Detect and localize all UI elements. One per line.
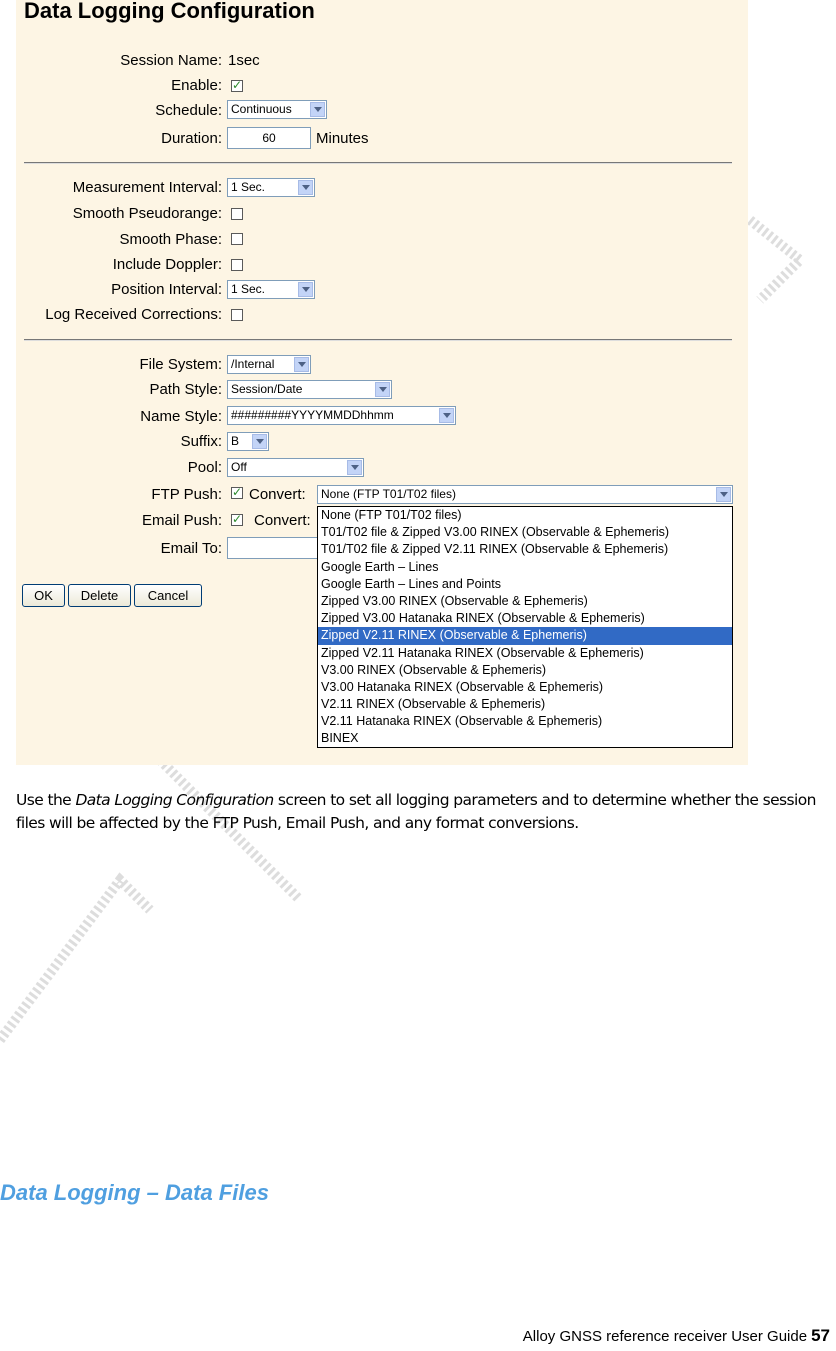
convert-option[interactable]: T01/T02 file & Zipped V2.11 RINEX (Observable & Ephemeris) bbox=[321, 542, 669, 557]
chevron-down-icon bbox=[347, 460, 362, 475]
chevron-down-icon bbox=[439, 408, 454, 423]
enable-label: Enable: bbox=[171, 77, 222, 94]
email-convert-label: Convert: bbox=[254, 512, 311, 529]
session-name-label: Session Name: bbox=[120, 52, 222, 69]
include-doppler-label: Include Doppler: bbox=[112, 256, 222, 273]
chevron-down-icon bbox=[294, 357, 309, 372]
duration-label: Duration: bbox=[161, 130, 222, 147]
convert-options-list[interactable] bbox=[317, 506, 733, 748]
email-push-label: Email Push: bbox=[141, 512, 222, 529]
name-style-select[interactable] bbox=[227, 406, 456, 425]
schedule-select[interactable] bbox=[227, 100, 327, 119]
chevron-down-icon bbox=[298, 180, 313, 195]
file-system-select[interactable] bbox=[227, 355, 311, 374]
ftp-convert-value: None (FTP T01/T02 files) bbox=[321, 487, 456, 501]
email-to-label: Email To: bbox=[160, 540, 222, 557]
footer-title: Alloy GNSS reference receiver User Guide bbox=[522, 1328, 808, 1345]
position-interval-select[interactable] bbox=[227, 280, 315, 299]
measurement-interval-select[interactable] bbox=[227, 178, 315, 197]
suffix-value: B bbox=[231, 434, 240, 448]
ftp-push-label: FTP Push: bbox=[151, 486, 222, 503]
measurement-interval-label: Measurement Interval: bbox=[72, 179, 222, 196]
email-to-input[interactable] bbox=[227, 537, 319, 559]
chevron-down-icon bbox=[252, 434, 267, 449]
page-number: 57 bbox=[811, 1326, 830, 1345]
smooth-phase-checkbox[interactable] bbox=[231, 233, 243, 245]
chevron-down-icon bbox=[716, 487, 731, 502]
convert-option[interactable]: Google Earth – Lines and Points bbox=[321, 576, 501, 591]
path-style-value: Session/Date bbox=[231, 382, 303, 396]
measurement-interval-value: 1 Sec. bbox=[231, 180, 266, 194]
section-heading: Data Logging – Data Files bbox=[0, 1180, 269, 1205]
schedule-label: Schedule: bbox=[155, 102, 222, 119]
email-push-checkbox[interactable] bbox=[231, 514, 243, 526]
caption-text-end: screen to set all logging parameters and to determine whether the session files will be affected by the FTP Push, Email Push, and any format conversions. bbox=[16, 791, 816, 832]
convert-option[interactable]: Zipped V2.11 RINEX (Observable & Ephemeris) bbox=[318, 627, 732, 644]
divider bbox=[24, 339, 732, 341]
chevron-down-icon bbox=[375, 382, 390, 397]
pool-label: Pool: bbox=[187, 459, 222, 476]
smooth-pseudorange-checkbox[interactable] bbox=[231, 208, 243, 220]
ftp-convert-label: Convert: bbox=[249, 486, 306, 503]
log-received-corrections-checkbox[interactable] bbox=[231, 309, 243, 321]
enable-checkbox[interactable] bbox=[231, 80, 243, 92]
divider bbox=[24, 162, 732, 164]
file-system-value: /Internal bbox=[231, 357, 275, 371]
convert-option[interactable]: V2.11 RINEX (Observable & Ephemeris) bbox=[321, 697, 546, 712]
chevron-down-icon bbox=[298, 282, 313, 297]
ok-button[interactable]: OK bbox=[22, 584, 65, 607]
caption-emphasis: Data Logging Configuration bbox=[75, 791, 274, 809]
convert-option[interactable]: T01/T02 file & Zipped V3.00 RINEX (Observable & Ephemeris) bbox=[321, 525, 670, 540]
convert-option[interactable]: V3.00 RINEX (Observable & Ephemeris) bbox=[321, 662, 547, 677]
suffix-select[interactable] bbox=[227, 432, 269, 451]
convert-option[interactable]: V2.11 Hatanaka RINEX (Observable & Ephemeris) bbox=[321, 714, 603, 729]
duration-unit: Minutes bbox=[316, 130, 369, 147]
convert-option[interactable]: BINEX bbox=[321, 731, 359, 746]
screen-title: Data Logging Configuration bbox=[24, 0, 315, 23]
page-footer bbox=[523, 1326, 830, 1346]
position-interval-value: 1 Sec. bbox=[231, 282, 266, 296]
name-style-label: Name Style: bbox=[140, 408, 222, 425]
ftp-push-checkbox[interactable] bbox=[231, 487, 243, 499]
convert-option[interactable]: Zipped V3.00 Hatanaka RINEX (Observable & Ephemeris) bbox=[321, 611, 645, 626]
delete-button[interactable]: Delete bbox=[68, 584, 131, 607]
smooth-phase-label: Smooth Phase: bbox=[119, 231, 222, 248]
session-name-value: 1sec bbox=[228, 52, 260, 69]
pool-value: Off bbox=[231, 460, 247, 474]
path-style-select[interactable] bbox=[227, 380, 392, 399]
pool-select[interactable] bbox=[227, 458, 364, 477]
smooth-pseudorange-label: Smooth Pseudorange: bbox=[72, 205, 222, 222]
log-received-corrections-label: Log Received Corrections: bbox=[45, 306, 222, 323]
include-doppler-checkbox[interactable] bbox=[231, 259, 243, 271]
chevron-down-icon bbox=[310, 102, 325, 117]
file-system-label: File System: bbox=[139, 356, 222, 373]
path-style-label: Path Style: bbox=[149, 381, 222, 398]
suffix-label: Suffix: bbox=[180, 433, 222, 450]
ftp-convert-select[interactable] bbox=[317, 485, 733, 504]
convert-option[interactable]: V3.00 Hatanaka RINEX (Observable & Ephemeris) bbox=[321, 679, 604, 694]
cancel-button[interactable]: Cancel bbox=[134, 584, 202, 607]
caption-paragraph bbox=[16, 789, 831, 835]
convert-option[interactable]: Google Earth – Lines bbox=[321, 559, 439, 574]
schedule-value: Continuous bbox=[231, 102, 292, 116]
position-interval-label: Position Interval: bbox=[111, 281, 222, 298]
convert-option[interactable]: None (FTP T01/T02 files) bbox=[321, 508, 462, 522]
data-logging-configuration-screen bbox=[16, 0, 748, 765]
caption-text-start: Use the bbox=[16, 791, 76, 809]
convert-option[interactable]: Zipped V2.11 Hatanaka RINEX (Observable & Ephemeris) bbox=[321, 645, 644, 660]
convert-option[interactable]: Zipped V3.00 RINEX (Observable & Ephemeris) bbox=[321, 593, 588, 608]
name-style-value: #########YYYYMMDDhhmm bbox=[231, 408, 394, 422]
duration-input[interactable]: 60 bbox=[227, 127, 311, 149]
